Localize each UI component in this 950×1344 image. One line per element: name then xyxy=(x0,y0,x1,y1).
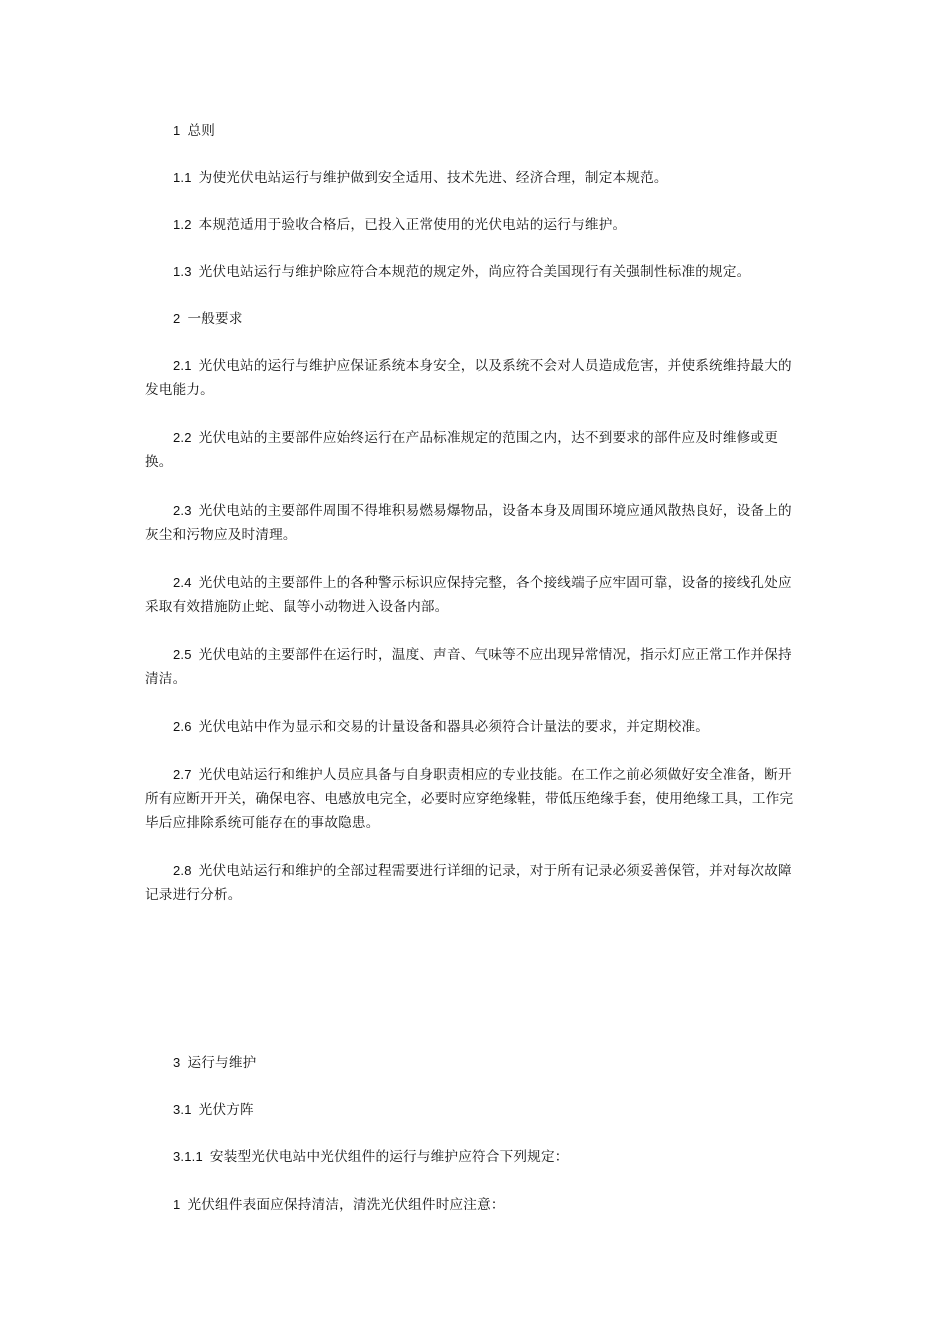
section-text: 本规范适用于验收合格后，已投入正常使用的光伏电站的运行与维护。 xyxy=(198,217,627,233)
section-text: 光伏方阵 xyxy=(198,1102,254,1118)
section-number: 2.2 xyxy=(173,430,192,445)
section-text: 光伏电站的主要部件上的各种警示标识应保持完整，各个接线端子应牢固可靠，设备的接线孔处应采取有效措施防止蛇、鼠等小动物进入设备内部。 xyxy=(145,575,792,615)
section-number: 1.1 xyxy=(173,170,192,185)
paragraph-1-2 xyxy=(145,213,805,237)
heading-1 xyxy=(145,119,805,143)
paragraph-2-8 xyxy=(145,859,805,907)
section-text: 光伏电站的运行与维护应保证系统本身安全，以及系统不会对人员造成危害，并使系统维持最大的发电能力。 xyxy=(145,358,792,398)
section-number: 2.5 xyxy=(173,647,192,662)
section-number: 2.7 xyxy=(173,767,192,782)
section-text: 安装型光伏电站中光伏组件的运行与维护应符合下列规定： xyxy=(209,1149,569,1165)
paragraph-1-1 xyxy=(145,166,805,190)
section-number: 1.2 xyxy=(173,217,192,232)
heading-3-1 xyxy=(145,1098,805,1122)
section-text: 光伏电站的主要部件周围不得堆积易燃易爆物品，设备本身及周围环境应通风散热良好，设备上的灰尘和污物应及时清理。 xyxy=(145,503,792,543)
section-number: 2.8 xyxy=(173,863,192,878)
section-number: 1.3 xyxy=(173,264,192,279)
paragraph-1-3 xyxy=(145,260,805,284)
section-number: 1 xyxy=(173,1197,181,1212)
section-text: 光伏电站运行和维护的全部过程需要进行详细的记录，对于所有记录必须妥善保管，并对每次故障记录进行分析。 xyxy=(145,863,792,903)
section-text: 总则 xyxy=(187,123,216,139)
section-number: 1 xyxy=(173,123,181,138)
paragraph-2-6 xyxy=(145,715,805,739)
section-number: 3.1 xyxy=(173,1102,192,1117)
paragraph-2-5 xyxy=(145,643,805,691)
section-number: 3 xyxy=(173,1055,181,1070)
section-text: 光伏电站的主要部件应始终运行在产品标准规定的范围之内，达不到要求的部件应及时维修或更换。 xyxy=(145,430,779,470)
section-number: 2 xyxy=(173,311,181,326)
heading-2 xyxy=(145,307,805,331)
section-number: 2.4 xyxy=(173,575,192,590)
paragraph-3-1-1 xyxy=(145,1145,805,1169)
section-text: 光伏电站的主要部件在运行时，温度、声音、气味等不应出现异常情况，指示灯应正常工作并保持清洁。 xyxy=(145,647,792,687)
section-text: 为使光伏电站运行与维护做到安全适用、技术先进、经济合理，制定本规范。 xyxy=(198,170,668,186)
section-text: 一般要求 xyxy=(187,311,243,327)
paragraph-2-2 xyxy=(145,426,805,474)
section-number: 2.3 xyxy=(173,503,192,518)
section-text: 光伏电站运行和维护人员应具备与自身职责相应的专业技能。在工作之前必须做好安全准备，断开所有应断开开关，确保电容、电感放电完全，必要时应穿绝缘鞋，带低压绝缘手套，使用绝缘工具，工作完毕后应排除系统可能存在的事故隐患。 xyxy=(145,767,794,831)
list-item-1 xyxy=(145,1193,805,1217)
paragraph-2-7 xyxy=(145,763,805,835)
heading-3 xyxy=(145,1051,805,1075)
section-text: 光伏电站中作为显示和交易的计量设备和器具必须符合计量法的要求，并定期校准。 xyxy=(198,719,710,735)
section-number: 2.1 xyxy=(173,358,192,373)
paragraph-2-3 xyxy=(145,499,805,547)
section-text: 光伏组件表面应保持清洁，清洗光伏组件时应注意： xyxy=(187,1197,505,1213)
section-text: 光伏电站运行与维护除应符合本规范的规定外，尚应符合美国现行有关强制性标准的规定。 xyxy=(198,264,751,280)
section-number: 3.1.1 xyxy=(173,1149,203,1164)
paragraph-2-1 xyxy=(145,354,805,402)
section-text: 运行与维护 xyxy=(187,1055,257,1071)
paragraph-2-4 xyxy=(145,571,805,619)
section-number: 2.6 xyxy=(173,719,192,734)
